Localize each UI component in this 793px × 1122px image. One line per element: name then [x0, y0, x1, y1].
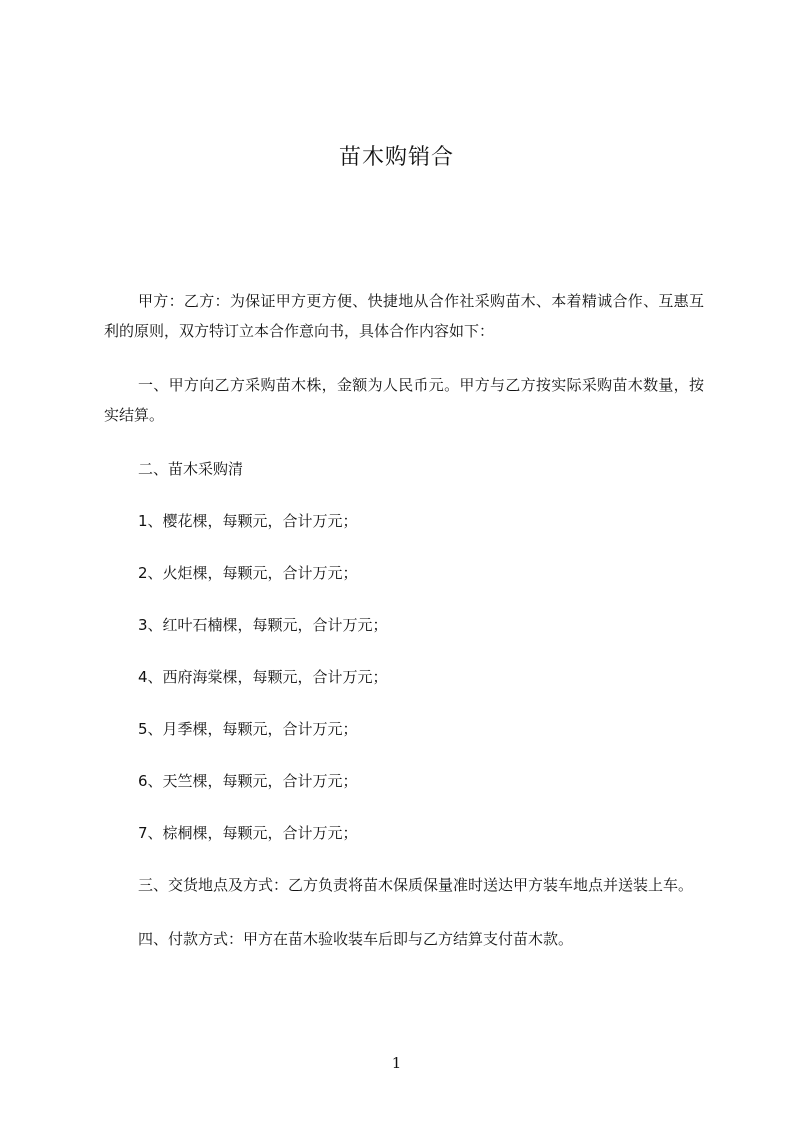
list-item: 3、红叶石楠棵，每颗元，合计万元；: [138, 616, 388, 634]
list-item: 1、樱花棵，每颗元，合计万元；: [138, 512, 358, 530]
page-number: 1: [391, 1054, 402, 1072]
section-4-paragraph: 四、付款方式：甲方在苗木验收装车后即与乙方结算支付苗木款。: [138, 930, 574, 948]
document-title: 苗木购销合: [338, 145, 454, 170]
list-item: 5、月季棵，每颗元，合计万元；: [138, 720, 358, 738]
document-body: [104, 286, 704, 954]
list-item: 7、棕桐棵，每颗元，合计万元；: [138, 824, 358, 842]
list-item: 6、天竺棵，每颗元，合计万元；: [138, 772, 358, 790]
intro-paragraph: 甲方：乙方：为保证甲方更方便、快捷地从合作社采购苗木、本着精诚合作、互惠互利的原则，双方特订立本合作意向书，具体合作内容如下：: [104, 292, 704, 340]
section-2-heading: 二、苗木采购清: [138, 460, 244, 478]
section-3-paragraph: 三、交货地点及方式：乙方负责将苗木保质保量准时送达甲方装车地点并送装上车。: [138, 876, 694, 894]
list-item: 2、火炬棵，每颗元，合计万元；: [138, 564, 358, 582]
section-1-paragraph: 一、甲方向乙方采购苗木株，金额为人民币元。甲方与乙方按实际采购苗木数量，按实结算。: [104, 376, 704, 424]
list-item: 4、西府海棠棵，每颗元，合计万元；: [138, 668, 388, 686]
